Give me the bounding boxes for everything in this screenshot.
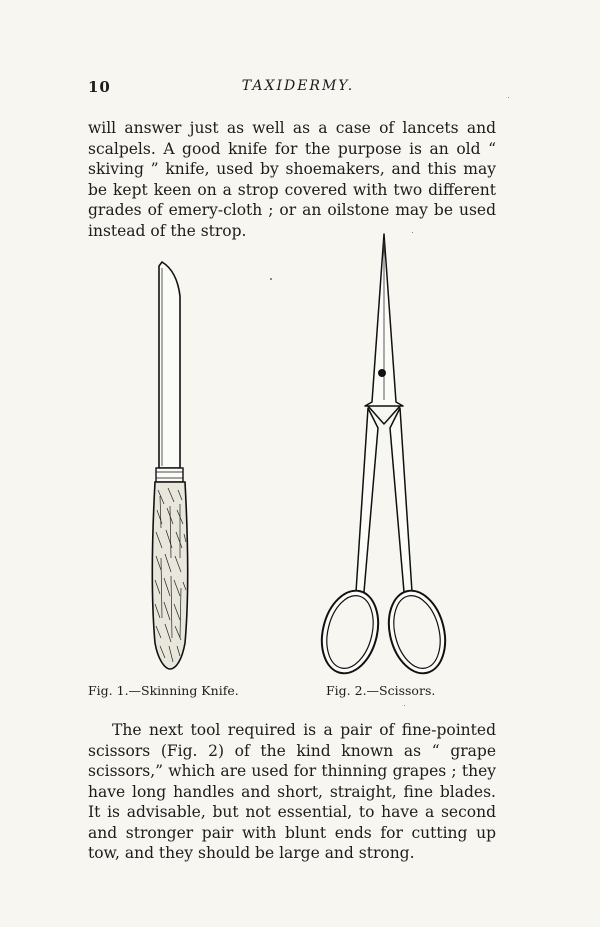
scissors-illustration	[316, 232, 452, 682]
body-paragraph-2: The next tool required is a pair of fine-pointed scissors (Fig. 2) of the kind known as “ grape scissors,” which are used for thinning grapes ; they have long handles and short, straight, fine blades. It is advisable, but not essential, to have a second and stronger pair with blunt ends for cutting up tow, and they should be large and strong.	[88, 721, 496, 862]
paper-speck	[508, 97, 509, 98]
page-number: 10	[88, 78, 111, 96]
figure-1-caption: Fig. 1.—Skinning Knife.	[88, 683, 239, 698]
scissors-left-handle	[356, 408, 378, 592]
body-paragraph-1: will answer just as well as a case of lancets and scalpels. A good knife for the purpose is an old “ skiving ” knife, used by shoemakers, and this may be kept keen on a strop covered with two different grades of emery-cloth ; or an oilstone may be used instead of the strop.	[88, 119, 496, 240]
scissors-pivot-screw	[378, 369, 386, 377]
running-title: TAXIDERMY.	[241, 78, 355, 94]
knife-bolster	[156, 468, 183, 482]
paper-speck	[270, 278, 272, 280]
paper-speck	[404, 705, 405, 706]
scissors-right-handle	[390, 408, 412, 592]
page-header	[88, 78, 508, 98]
paper-speck	[412, 232, 413, 233]
figure-2-caption: Fig. 2.—Scissors.	[326, 683, 436, 698]
skinning-knife-illustration	[140, 258, 200, 673]
